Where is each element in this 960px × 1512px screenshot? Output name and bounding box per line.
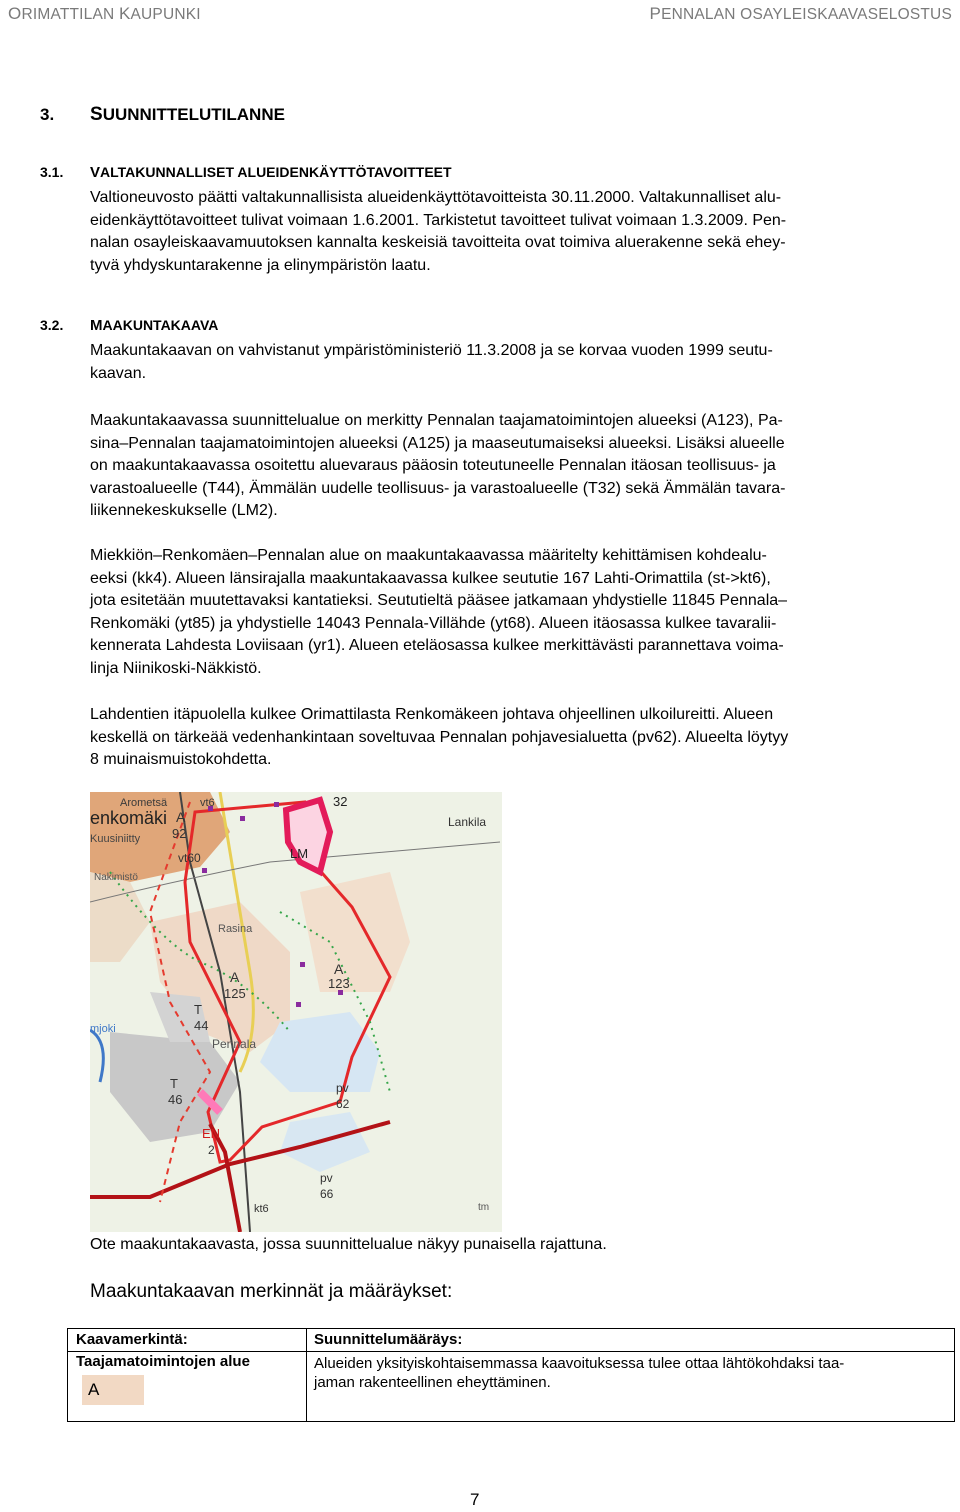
section-3-2-para-1: Maakuntakaavan on vahvistanut ympäristöministeriö 11.3.2008 ja se korvaa vuoden 1999 seutu- kaavan. xyxy=(90,342,773,382)
legend-row-divider xyxy=(68,1351,954,1352)
map-label-aromets: Arometsä xyxy=(120,797,168,809)
map-label-vt6: vt6 xyxy=(200,797,215,809)
map-label-tm: tm xyxy=(478,1202,490,1213)
map-label-lankila: Lankila xyxy=(448,815,487,829)
map-label-pv62-number: 62 xyxy=(336,1097,350,1111)
header-left: ORIMATTILAN KAUPUNKI xyxy=(8,4,201,23)
map-label-pv62-letters: pv xyxy=(336,1081,349,1095)
legend-row-label: Taajamatoimintojen alue xyxy=(76,1353,250,1370)
map-label-nakimisto: Nakimistö xyxy=(94,872,138,883)
map-label-t44-number: 44 xyxy=(194,1018,209,1033)
page-number: 7 xyxy=(470,1490,480,1509)
section-3-2-para-3: Miekkiön–Renkomäen–Pennalan alue on maakuntakaavassa määritelty kehittämisen kohdealu- eeksi (kk4). Alueen länsirajalla maakuntakaavassa kulkee seututie 167 Lahti-Orimattila (st->kt6), jota esitetään muutettavaksi kantatieksi. Seututieltä pääsee jatkamaan yhdystielle 11845 Pennala– Renkomäki (yt85) ja yhdystielle 14043 Pennala-Villähde (yt68). Alueen itäosassa kulkee tavaralii- kennerata Lahdesta Loviisaan (yr1). Alueen eteläosassa kulkee merkittävästi parannettava voima- linja Niinikoski-Näkkistö. xyxy=(90,547,788,677)
map-label-a125-number: 125 xyxy=(224,986,246,1001)
map-label-en: EN xyxy=(202,1126,221,1141)
section-3-2-para-2: Maakuntakaavassa suunnittelualue on merkitty Pennalan taajamatoimintojen alueeksi (A123), Pa- sina–Pennalan taajamatoimintojen alueeksi (A125) ja maaseutumaiseksi alueeksi. Lisäksi alueelle on maakuntakaavassa osoitettu aluevaraus pääosin toteutuneelle Pennalan itäosan teollisuus- ja varastoalueelle (T44), Ämmälän uudelle teollisuus- ja varastoalueelle (T32) sekä Ämmälän tavara- liikennekeskukselle (LM2). xyxy=(90,412,786,519)
map-label-rasina: Rasina xyxy=(218,923,253,935)
section-3-1-heading: 3.1. VALTAKUNNALLISET ALUEIDENKÄYTTÖTAVOITTEET xyxy=(40,164,452,181)
legend-col1-header: Kaavamerkintä: xyxy=(76,1331,188,1348)
legend-swatch-a: A xyxy=(82,1375,144,1405)
map-label-32: 32 xyxy=(333,794,348,809)
section-3-heading: 3. SUUNNITTELUTILANNE xyxy=(40,104,285,125)
regional-plan-map xyxy=(90,792,502,1232)
map-label-t46-number: 46 xyxy=(168,1092,183,1107)
map-label-t44-letter: T xyxy=(194,1002,202,1017)
map-label-lm: LM xyxy=(290,846,309,861)
map-label-a125-letter: A xyxy=(230,969,240,985)
map-label-kuusiniitty: Kuusiniitty xyxy=(90,833,141,845)
map-label-a92-letter: A xyxy=(176,809,186,825)
section-3-2-heading: 3.2. MAAKUNTAKAAVA xyxy=(40,317,219,334)
header-right: PENNALAN OSAYLEISKAAVASELOSTUS xyxy=(649,4,952,23)
section-3-1-text: Valtioneuvosto päätti valtakunnallisista alueidenkäyttötavoitteista 30.11.2000. Valtakunnalliset alu- eidenkäyttötavoitteet tulivat voimaan 1.6.2001. Tarkistetut tavoitteet tulivat voimaan 1.3.2009. Pen- nalan osayleiskaavamuutoksen kannalta keskeisiä tavoitteita ovat toimiva aluerakenne sekä ehey- tyvä yhdyskuntarakenne ja elinympäristön laatu. xyxy=(90,189,787,274)
map-label-kt6: kt6 xyxy=(254,1203,269,1215)
map-label-a123-number: 123 xyxy=(328,976,350,991)
legend-col2-header: Suunnittelumääräys: xyxy=(314,1331,463,1348)
map-label-a123-letter: A xyxy=(334,961,344,977)
legend-table xyxy=(67,1328,955,1422)
section-3-2-para-4: Lahdentien itäpuolella kulkee Orimattilasta Renkomäkeen johtava ohjeellinen ulkoilureitti. Alueen keskellä on tärkeää vedenhankintaan soveltuvaa Pennalan pohjavesialuetta (pv62). Alueelta löytyy 8 muinaismuistokohdetta. xyxy=(90,706,789,768)
map-label-vt60: vt60 xyxy=(178,851,201,865)
map-label-mjoki: mjoki xyxy=(90,1023,116,1035)
legend-title: Maakuntakaavan merkinnät ja määräykset: xyxy=(90,1281,453,1302)
map-label-pv66-letters: pv xyxy=(320,1171,333,1185)
map-label-pv66-number: 66 xyxy=(320,1187,334,1201)
legend-row-text: Alueiden yksityiskohtaisemmassa kaavoituksessa tulee ottaa lähtökohdaksi taa- jaman rakenteellinen eheyttäminen. xyxy=(314,1355,845,1391)
map-label-en-number: 2 xyxy=(208,1143,215,1157)
map-label-a92-number: 92 xyxy=(172,826,187,841)
map-label-t46-letter: T xyxy=(170,1076,178,1091)
map-caption: Ote maakuntakaavasta, jossa suunnittelualue näkyy punaisella rajattuna. xyxy=(90,1236,607,1253)
map-label-renkomaki: enkomäki xyxy=(90,808,168,828)
map-label-pennala: Pennala xyxy=(212,1037,257,1051)
